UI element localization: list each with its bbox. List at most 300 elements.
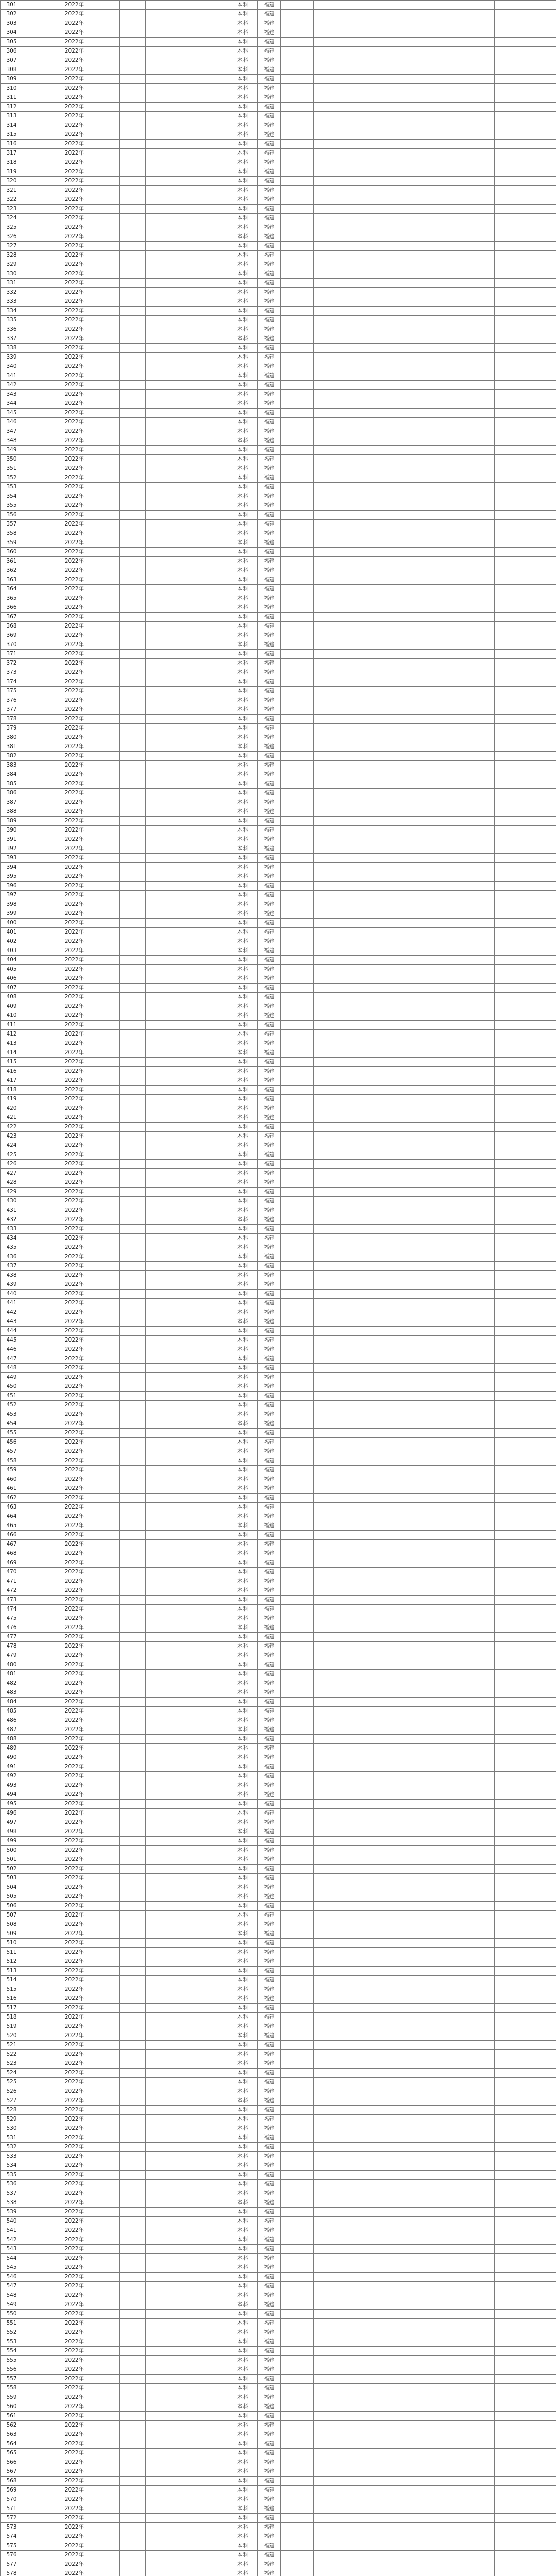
year-cell: 2022年 [59,1846,90,1855]
province-cell: 福建 [258,2412,281,2421]
table-cell [314,1484,378,1494]
table-cell [120,223,146,232]
table-cell [90,668,120,677]
table-cell [90,520,120,529]
table-cell [378,2013,495,2022]
table-cell [23,1503,59,1512]
degree-cell: 本科 [228,2541,258,2551]
table-cell [495,1262,556,1271]
table-cell [495,1911,556,1920]
table-cell [495,2532,556,2541]
table-cell [120,1225,146,1234]
table-row [1,993,556,1002]
table-cell [120,158,146,167]
table-cell [90,1558,120,1568]
province-cell: 福建 [258,1670,281,1679]
table-cell [281,158,314,167]
year-cell: 2022年 [59,835,90,844]
table-row [1,2393,556,2402]
table-cell [378,427,495,436]
table-cell [281,1911,314,1920]
table-cell [23,1290,59,1299]
table-cell [120,900,146,909]
table-cell [146,984,228,993]
province-cell: 福建 [258,214,281,223]
table-cell [378,2310,495,2319]
table-cell [23,1651,59,1660]
table-cell [378,1633,495,1642]
row-number-cell: 314 [1,121,23,130]
table-cell [495,1002,556,1011]
table-row [1,2532,556,2541]
degree-cell: 本科 [228,2133,258,2143]
table-cell [378,798,495,807]
row-number-cell: 323 [1,205,23,214]
table-cell [120,501,146,511]
table-cell [120,1123,146,1132]
table-cell [90,1160,120,1169]
table-cell [378,650,495,659]
table-cell [495,1939,556,1948]
row-number-cell: 450 [1,1382,23,1392]
table-cell [90,529,120,538]
degree-cell: 本科 [228,650,258,659]
table-cell [495,1438,556,1447]
year-cell: 2022年 [59,1095,90,1104]
year-cell: 2022年 [59,288,90,297]
table-cell [495,2069,556,2078]
row-number-cell: 497 [1,1818,23,1827]
table-cell [120,1753,146,1762]
table-cell [378,2189,495,2198]
table-cell [146,1011,228,1021]
table-cell [378,501,495,511]
table-row [1,269,556,279]
table-cell [378,2458,495,2467]
table-cell [314,297,378,307]
table-row [1,2560,556,2569]
table-cell [281,344,314,353]
row-number-cell: 465 [1,1521,23,1531]
table-cell [495,1447,556,1456]
province-cell: 福建 [258,177,281,186]
table-cell [495,75,556,84]
table-cell [146,1948,228,1957]
table-cell [314,835,378,844]
degree-cell: 本科 [228,1818,258,1827]
table-cell [120,2124,146,2133]
table-cell [378,1762,495,1772]
table-cell [23,269,59,279]
table-cell [146,909,228,919]
table-cell [120,427,146,436]
row-number-cell: 537 [1,2189,23,2198]
table-cell [120,2467,146,2477]
year-cell: 2022年 [59,872,90,882]
table-cell [495,2365,556,2375]
table-row [1,1976,556,1985]
table-cell [120,1067,146,1076]
table-cell [146,1735,228,1744]
province-cell: 福建 [258,2514,281,2523]
table-cell [378,2254,495,2263]
table-cell [314,1735,378,1744]
table-cell [120,2161,146,2171]
table-cell [90,158,120,167]
table-cell [120,817,146,826]
table-cell [314,2328,378,2337]
row-number-cell: 374 [1,677,23,687]
table-cell [281,1809,314,1818]
table-row [1,2004,556,2013]
table-cell [120,1308,146,1317]
degree-cell: 本科 [228,2152,258,2161]
table-cell [23,2189,59,2198]
table-cell [23,2133,59,2143]
year-cell: 2022年 [59,640,90,650]
province-cell: 福建 [258,2310,281,2319]
degree-cell: 本科 [228,1132,258,1141]
row-number-cell: 370 [1,640,23,650]
province-cell: 福建 [258,1392,281,1401]
table-cell [90,1382,120,1392]
table-cell [90,2467,120,2477]
table-cell [495,121,556,130]
table-cell [120,1429,146,1438]
table-cell [281,269,314,279]
table-cell [120,1540,146,1549]
table-cell [23,1030,59,1039]
table-cell [495,409,556,418]
table-row [1,2375,556,2384]
table-cell [281,1660,314,1670]
table-cell [146,2282,228,2291]
table-cell [495,473,556,483]
province-cell: 福建 [258,84,281,93]
table-row [1,2347,556,2356]
table-cell [120,177,146,186]
table-cell [23,325,59,334]
row-number-cell: 484 [1,1698,23,1707]
table-cell [90,2356,120,2365]
province-cell: 福建 [258,2291,281,2300]
table-row [1,613,556,622]
table-cell [378,1623,495,1633]
table-cell [378,566,495,575]
table-cell [314,789,378,798]
table-cell [120,167,146,177]
row-number-cell: 391 [1,835,23,844]
table-cell [90,186,120,195]
year-cell: 2022年 [59,1160,90,1169]
degree-cell: 本科 [228,1429,258,1438]
table-row [1,798,556,807]
table-cell [120,2291,146,2300]
row-number-cell: 492 [1,1772,23,1781]
table-cell [120,1985,146,1994]
table-cell [314,167,378,177]
table-cell [314,1095,378,1104]
year-cell: 2022年 [59,28,90,38]
row-number-cell: 345 [1,409,23,418]
degree-cell: 本科 [228,2180,258,2189]
table-cell [23,1419,59,1429]
table-cell [314,974,378,984]
degree-cell: 本科 [228,1141,258,1150]
table-cell [314,2467,378,2477]
table-cell [314,779,378,789]
degree-cell: 本科 [228,1809,258,1818]
row-number-cell: 454 [1,1419,23,1429]
table-cell [378,705,495,715]
table-cell [495,817,556,826]
table-cell [495,882,556,891]
table-cell [23,1021,59,1030]
province-cell: 福建 [258,1048,281,1058]
table-cell [281,779,314,789]
table-row [1,1048,556,1058]
table-cell [281,1419,314,1429]
table-cell [90,2180,120,2189]
table-cell [314,2375,378,2384]
table-cell [281,2551,314,2560]
table-row [1,2189,556,2198]
table-row [1,1939,556,1948]
table-cell [495,19,556,28]
table-cell [90,121,120,130]
table-cell [281,984,314,993]
province-cell: 福建 [258,742,281,752]
degree-cell: 本科 [228,900,258,909]
degree-cell: 本科 [228,1790,258,1800]
degree-cell: 本科 [228,1902,258,1911]
province-cell: 福建 [258,1911,281,1920]
table-cell [281,1725,314,1735]
table-cell [314,260,378,269]
year-cell: 2022年 [59,603,90,613]
table-cell [281,140,314,149]
table-cell [23,585,59,594]
table-cell [120,956,146,965]
table-cell [281,2439,314,2449]
table-cell [495,1401,556,1410]
province-cell: 福建 [258,1929,281,1939]
table-cell [120,1252,146,1262]
table-cell [378,1855,495,1865]
row-number-cell: 434 [1,1234,23,1243]
row-number-cell: 351 [1,464,23,473]
table-cell [23,297,59,307]
table-cell [23,2569,59,2576]
table-cell [120,1197,146,1206]
table-cell [146,2106,228,2115]
table-cell [146,2347,228,2356]
row-number-cell: 414 [1,1048,23,1058]
table-cell [120,1911,146,1920]
table-cell [120,1382,146,1392]
year-cell: 2022年 [59,1197,90,1206]
table-cell [146,1985,228,1994]
year-cell: 2022年 [59,1688,90,1698]
table-cell [146,1911,228,1920]
table-cell [495,84,556,93]
table-cell [23,409,59,418]
table-cell [146,1113,228,1123]
table-cell [23,473,59,483]
province-cell: 福建 [258,1132,281,1141]
table-cell [378,742,495,752]
table-row [1,325,556,334]
table-cell [281,1568,314,1577]
table-cell [495,872,556,882]
table-cell [23,742,59,752]
table-cell [146,2486,228,2495]
year-cell: 2022年 [59,464,90,473]
table-row [1,677,556,687]
row-number-cell: 564 [1,2439,23,2449]
table-cell [146,1364,228,1373]
table-cell [146,214,228,223]
year-cell: 2022年 [59,1113,90,1123]
table-row [1,251,556,260]
province-cell: 福建 [258,446,281,455]
table-cell [378,167,495,177]
province-cell: 福建 [258,900,281,909]
table-row [1,1456,556,1466]
table-cell [90,724,120,733]
table-cell [90,1215,120,1225]
year-cell: 2022年 [59,1874,90,1883]
table-cell [146,1716,228,1725]
table-cell [378,2282,495,2291]
table-cell [314,984,378,993]
row-number-cell: 389 [1,817,23,826]
degree-cell: 本科 [228,937,258,946]
degree-cell: 本科 [228,1086,258,1095]
table-cell [378,1364,495,1373]
degree-cell: 本科 [228,1994,258,2004]
year-cell: 2022年 [59,1373,90,1382]
year-cell: 2022年 [59,2541,90,2551]
table-cell [378,1104,495,1113]
table-cell [495,1048,556,1058]
table-row [1,696,556,705]
row-number-cell: 377 [1,705,23,715]
table-cell [90,733,120,742]
table-cell [23,752,59,761]
table-cell [495,130,556,140]
table-cell [314,640,378,650]
table-cell [281,1744,314,1753]
degree-cell: 本科 [228,928,258,937]
table-cell [23,483,59,492]
table-cell [378,2004,495,2013]
table-cell [146,2430,228,2439]
table-row [1,891,556,900]
degree-cell: 本科 [228,956,258,965]
table-cell [23,2022,59,2031]
table-cell [120,1994,146,2004]
year-cell: 2022年 [59,1076,90,1086]
table-cell [146,2356,228,2365]
year-cell: 2022年 [59,1104,90,1113]
table-cell [281,585,314,594]
year-cell: 2022年 [59,2477,90,2486]
table-cell [90,1883,120,1892]
table-cell [378,1614,495,1623]
table-cell [281,38,314,47]
table-row [1,1030,556,1039]
table-cell [146,223,228,232]
table-cell [23,1707,59,1716]
year-cell: 2022年 [59,2347,90,2356]
province-cell: 福建 [258,38,281,47]
table-cell [314,75,378,84]
degree-cell: 本科 [228,2449,258,2458]
table-cell [281,2421,314,2430]
province-cell: 福建 [258,353,281,362]
table-cell [146,835,228,844]
table-cell [23,1113,59,1123]
province-cell: 福建 [258,2347,281,2356]
table-cell [314,1076,378,1086]
year-cell: 2022年 [59,2532,90,2541]
table-cell [281,1883,314,1892]
row-number-cell: 488 [1,1735,23,1744]
table-cell [314,1725,378,1735]
year-cell: 2022年 [59,1410,90,1419]
row-number-cell: 338 [1,344,23,353]
row-number-cell: 437 [1,1262,23,1271]
table-row [1,1021,556,1030]
table-cell [23,1494,59,1503]
table-cell [23,1299,59,1308]
table-cell [314,2115,378,2124]
table-cell [120,613,146,622]
table-cell [281,659,314,668]
table-cell [90,631,120,640]
year-cell: 2022年 [59,705,90,715]
row-number-cell: 500 [1,1846,23,1855]
year-cell: 2022年 [59,214,90,223]
row-number-cell: 426 [1,1160,23,1169]
table-cell [23,538,59,548]
table-cell [378,149,495,158]
year-cell: 2022年 [59,1707,90,1716]
table-cell [23,807,59,817]
province-cell: 福建 [258,1438,281,1447]
table-cell [314,1039,378,1048]
table-cell [120,1920,146,1929]
table-cell [281,1280,314,1290]
row-number-cell: 387 [1,798,23,807]
province-cell: 福建 [258,844,281,854]
table-cell [120,1030,146,1039]
table-cell [495,1373,556,1382]
table-cell [146,2384,228,2393]
province-cell: 福建 [258,1985,281,1994]
table-cell [90,2300,120,2310]
table-cell [281,2273,314,2282]
table-cell [146,585,228,594]
table-cell [90,2477,120,2486]
province-cell: 福建 [258,548,281,557]
degree-cell: 本科 [228,761,258,770]
table-cell [146,1290,228,1299]
table-cell [146,854,228,863]
degree-cell: 本科 [228,186,258,195]
table-cell [378,1994,495,2004]
